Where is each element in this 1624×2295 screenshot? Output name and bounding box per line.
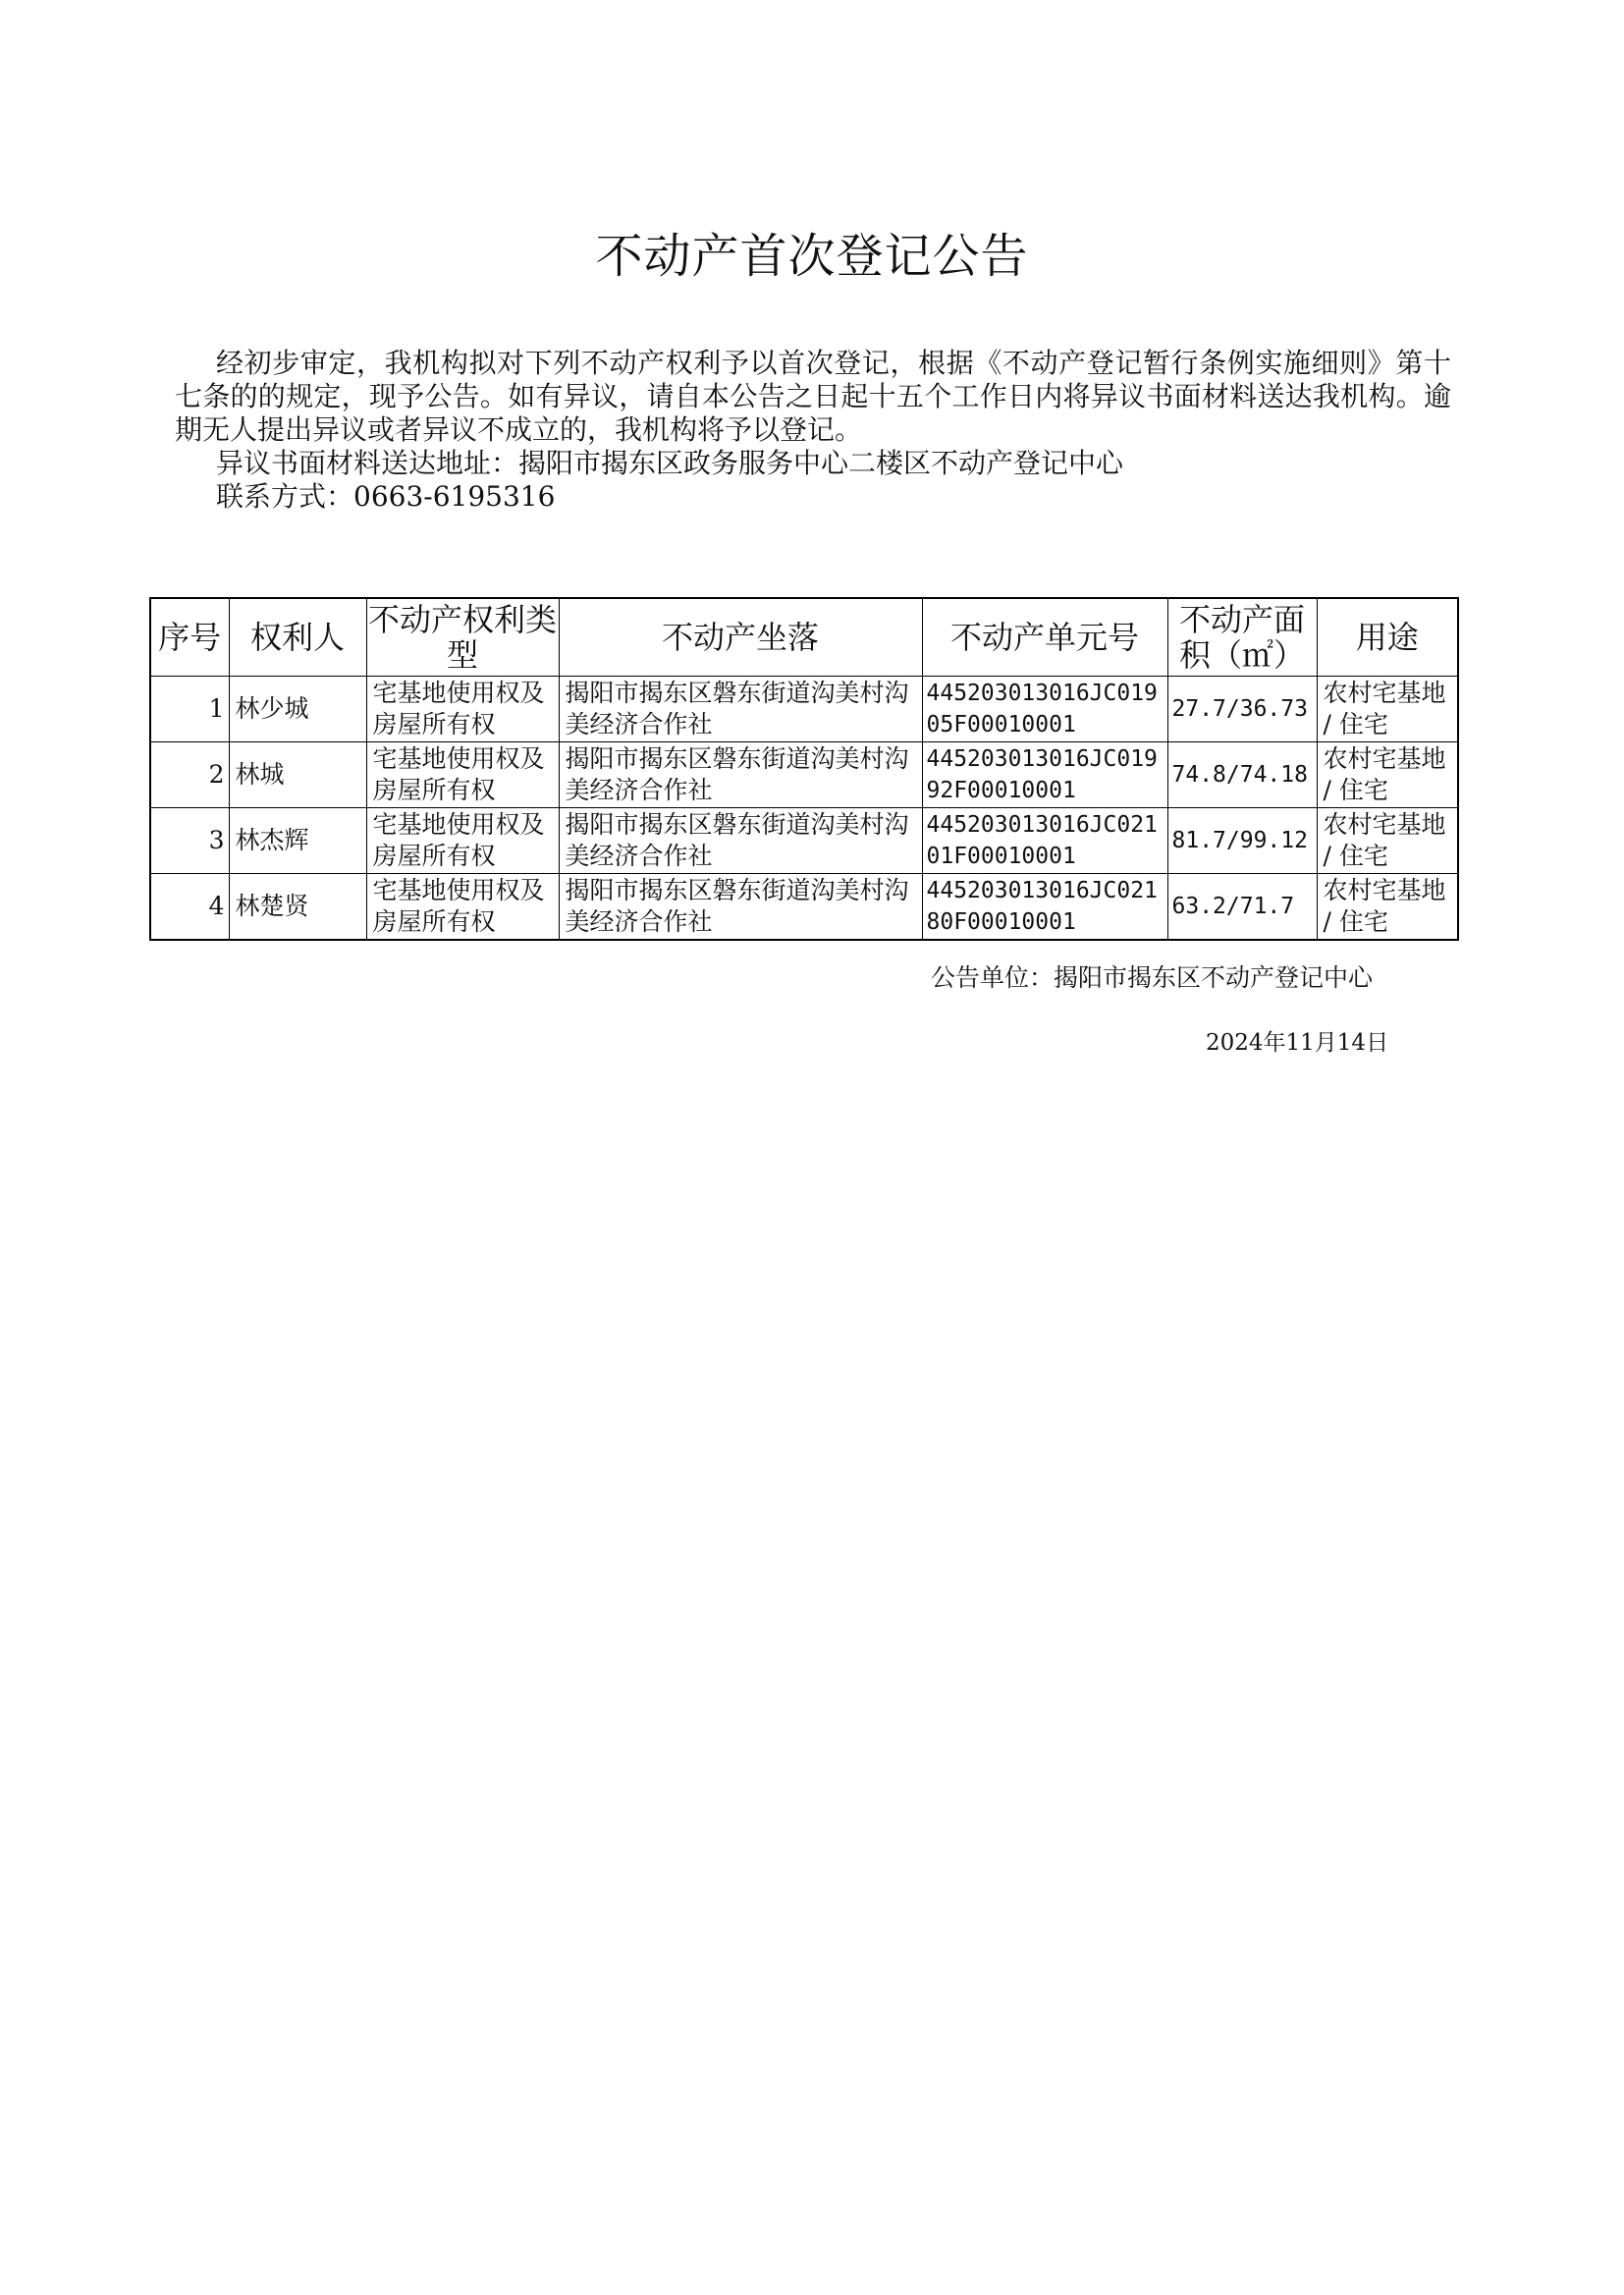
cell-unit-no: 445203013016JC01992F00010001 xyxy=(922,742,1167,808)
registration-table xyxy=(149,597,1459,941)
cell-no: 3 xyxy=(150,808,229,874)
cell-use: 农村宅基地 / 住宅 xyxy=(1317,677,1458,742)
cell-area: 27.7/36.73 xyxy=(1167,677,1317,742)
table-row xyxy=(150,874,1458,941)
cell-right-type: 宅基地使用权及房屋所有权 xyxy=(366,808,559,874)
table-header-row xyxy=(150,598,1458,677)
cell-holder: 林杰辉 xyxy=(229,808,366,874)
cell-holder: 林城 xyxy=(229,742,366,808)
cell-unit-no: 445203013016JC01905F00010001 xyxy=(922,677,1167,742)
contact-line: 联系方式：0663-6195316 xyxy=(216,480,556,513)
table-row xyxy=(150,808,1458,874)
intro-paragraph: 经初步审定，我机构拟对下列不动产权利予以首次登记，根据《不动产登记暂行条例实施细则》第十七条的的规定，现予公告。如有异议，请自本公告之日起十五个工作日内将异议书面材料送达我机构。逾期无人提出异议或者异议不成立的，我机构将予以登记。 xyxy=(175,347,1451,446)
cell-holder: 林楚贤 xyxy=(229,874,366,941)
cell-area: 63.2/71.7 xyxy=(1167,874,1317,941)
cell-area: 81.7/99.12 xyxy=(1167,808,1317,874)
table-row xyxy=(150,742,1458,808)
header-holder: 权利人 xyxy=(229,598,366,677)
header-area: 不动产面积（㎡） xyxy=(1167,598,1317,677)
cell-right-type: 宅基地使用权及房屋所有权 xyxy=(366,677,559,742)
address-line: 异议书面材料送达地址：揭阳市揭东区政务服务中心二楼区不动产登记中心 xyxy=(216,447,1124,479)
cell-location: 揭阳市揭东区磐东街道沟美村沟美经济合作社 xyxy=(559,677,922,742)
cell-right-type: 宅基地使用权及房屋所有权 xyxy=(366,742,559,808)
cell-no: 4 xyxy=(150,874,229,941)
cell-no: 2 xyxy=(150,742,229,808)
issuer-line: 公告单位：揭阳市揭东区不动产登记中心 xyxy=(931,963,1374,992)
header-use: 用途 xyxy=(1317,598,1458,677)
intro-section xyxy=(175,347,1451,514)
cell-location: 揭阳市揭东区磐东街道沟美村沟美经济合作社 xyxy=(559,742,922,808)
header-right-type: 不动产权利类型 xyxy=(366,598,559,677)
header-location: 不动产坐落 xyxy=(559,598,922,677)
cell-holder: 林少城 xyxy=(229,677,366,742)
cell-location: 揭阳市揭东区磐东街道沟美村沟美经济合作社 xyxy=(559,808,922,874)
cell-area: 74.8/74.18 xyxy=(1167,742,1317,808)
cell-right-type: 宅基地使用权及房屋所有权 xyxy=(366,874,559,941)
cell-unit-no: 445203013016JC02101F00010001 xyxy=(922,808,1167,874)
table-row xyxy=(150,677,1458,742)
page-title: 不动产首次登记公告 xyxy=(595,229,1029,284)
cell-use: 农村宅基地 / 住宅 xyxy=(1317,808,1458,874)
cell-unit-no: 445203013016JC02180F00010001 xyxy=(922,874,1167,941)
cell-no: 1 xyxy=(150,677,229,742)
date-line: 2024年11月14日 xyxy=(1206,1030,1389,1056)
header-no: 序号 xyxy=(150,598,229,677)
cell-use: 农村宅基地 / 住宅 xyxy=(1317,874,1458,941)
header-unit-no: 不动产单元号 xyxy=(922,598,1167,677)
cell-location: 揭阳市揭东区磐东街道沟美村沟美经济合作社 xyxy=(559,874,922,941)
cell-use: 农村宅基地 / 住宅 xyxy=(1317,742,1458,808)
